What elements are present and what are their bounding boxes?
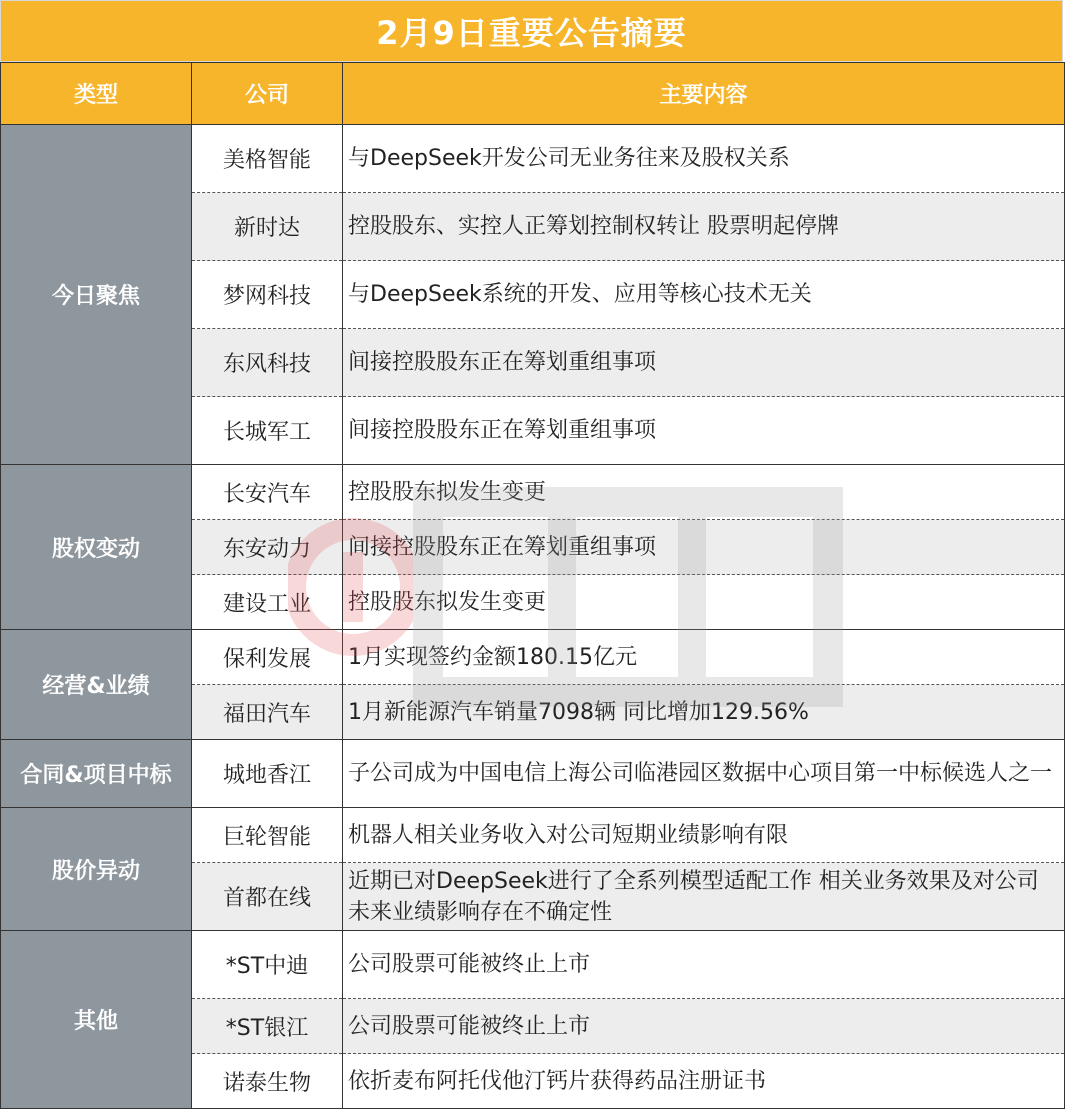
table-body (1, 125, 1065, 1109)
category-cell: 经营&业绩 (1, 630, 192, 740)
category-cell: 其他 (1, 931, 192, 1109)
company-cell: 首都在线 (192, 863, 343, 931)
content-cell: 控股股东拟发生变更 (343, 575, 1065, 630)
company-cell: 新时达 (192, 193, 343, 261)
company-cell: 长安汽车 (192, 465, 343, 520)
table-row (1, 465, 1065, 520)
company-cell: 保利发展 (192, 630, 343, 685)
content-cell: 与DeepSeek系统的开发、应用等核心技术无关 (343, 261, 1065, 329)
content-cell: 控股股东、实控人正筹划控制权转让 股票明起停牌 (343, 193, 1065, 261)
table-row (1, 630, 1065, 685)
content-cell: 机器人相关业务收入对公司短期业绩影响有限 (343, 808, 1065, 863)
content-cell: 公司股票可能被终止上市 (343, 931, 1065, 999)
table-row (1, 740, 1065, 808)
content-cell: 依折麦布阿托伐他汀钙片获得药品注册证书 (343, 1054, 1065, 1109)
content-cell: 1月新能源汽车销量7098辆 同比增加129.56% (343, 685, 1065, 740)
page-title: 2月9日重要公告摘要 (0, 0, 1063, 62)
content-cell: 子公司成为中国电信上海公司临港园区数据中心项目第一中标候选人之一 (343, 740, 1065, 808)
content-cell: 间接控股股东正在筹划重组事项 (343, 397, 1065, 465)
company-cell: 东安动力 (192, 520, 343, 575)
content-cell: 与DeepSeek开发公司无业务往来及股权关系 (343, 125, 1065, 193)
table-row (1, 931, 1065, 999)
company-cell: 长城军工 (192, 397, 343, 465)
category-cell: 今日聚焦 (1, 125, 192, 465)
company-cell: 建设工业 (192, 575, 343, 630)
company-cell: *ST银江 (192, 999, 343, 1054)
company-cell: 福田汽车 (192, 685, 343, 740)
column-header-type: 类型 (1, 63, 192, 125)
column-header-company: 公司 (192, 63, 343, 125)
content-cell: 控股股东拟发生变更 (343, 465, 1065, 520)
company-cell: 东风科技 (192, 329, 343, 397)
content-cell: 1月实现签约金额180.15亿元 (343, 630, 1065, 685)
company-cell: *ST中迪 (192, 931, 343, 999)
column-header-content: 主要内容 (343, 63, 1065, 125)
company-cell: 诺泰生物 (192, 1054, 343, 1109)
category-cell: 股价异动 (1, 808, 192, 931)
category-cell: 合同&项目中标 (1, 740, 192, 808)
category-cell: 股权变动 (1, 465, 192, 630)
content-cell: 间接控股股东正在筹划重组事项 (343, 329, 1065, 397)
content-cell: 近期已对DeepSeek进行了全系列模型适配工作 相关业务效果及对公司未来业绩影响存在不确定性 (343, 863, 1065, 931)
announcement-table (0, 62, 1065, 1109)
content-cell: 间接控股股东正在筹划重组事项 (343, 520, 1065, 575)
company-cell: 巨轮智能 (192, 808, 343, 863)
company-cell: 美格智能 (192, 125, 343, 193)
table-header-row (1, 63, 1065, 125)
table-row (1, 808, 1065, 863)
table-row (1, 125, 1065, 193)
company-cell: 梦网科技 (192, 261, 343, 329)
company-cell: 城地香江 (192, 740, 343, 808)
content-cell: 公司股票可能被终止上市 (343, 999, 1065, 1054)
